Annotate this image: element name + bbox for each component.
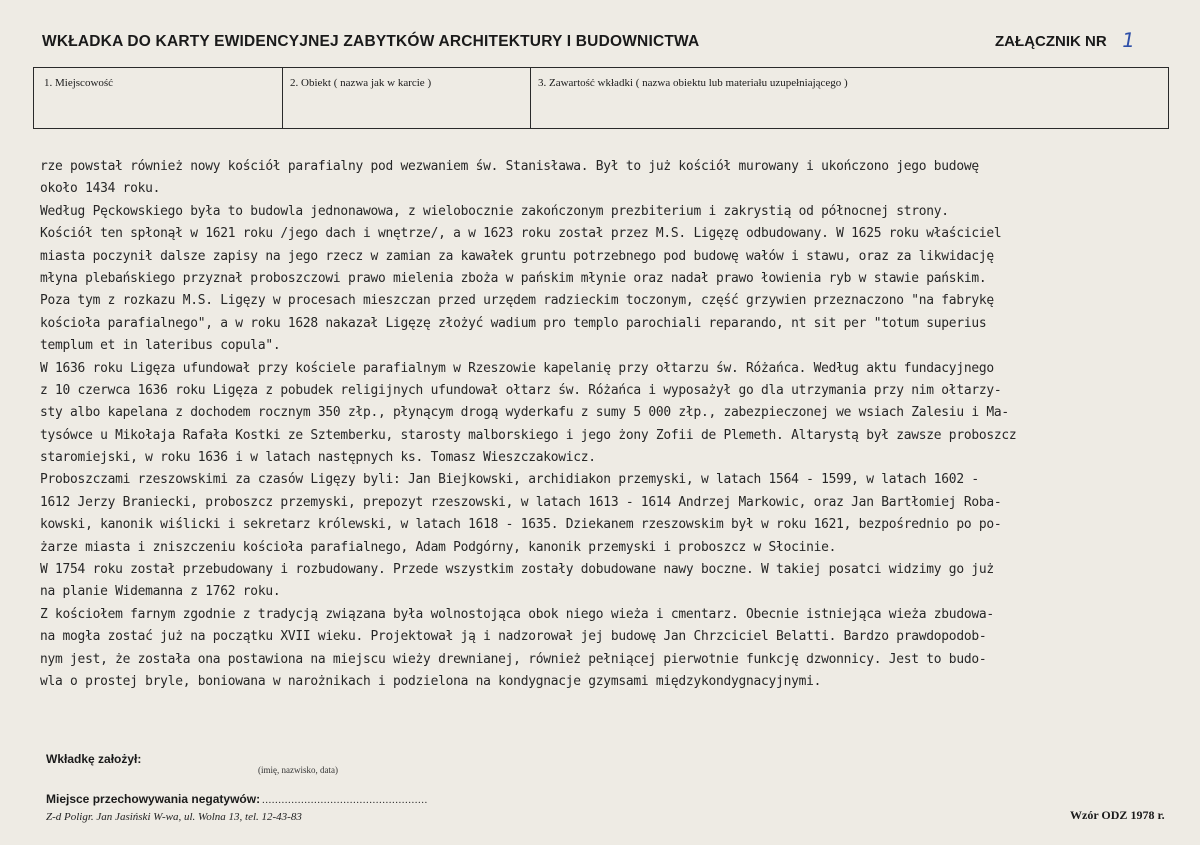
body-line: Proboszczami rzeszowskimi za czasów Ligęzy byli: Jan Biejkowski, archidiakon przemyski, w latach 1564 - 1599, w latach 1602 -: [40, 472, 979, 488]
body-line: Według Pęckowskiego była to budowla jednonawowa, z wielobocznie zakończonym prezbiterium i zakrystią od północnej strony.: [40, 203, 949, 219]
attachment-number: 1: [1119, 28, 1137, 52]
body-line: wla o prostej bryle, boniowana w narożnikach i podzielona na kondygnacje gzymsami międzykondygnacyjnymi.: [40, 673, 822, 689]
body-line: około 1434 roku.: [40, 181, 161, 197]
field-label-zawartosc: 3. Zawartość wkładki ( nazwa obiektu lub materiału uzupełniającego ): [538, 77, 848, 89]
body-line: templum et in lateribus copula".: [40, 338, 281, 354]
field-label-miejscowosc: 1. Miejscowość: [44, 77, 114, 89]
grid-divider-2: [530, 67, 531, 129]
body-line: Z kościołem farnym zgodnie z tradycją związana była wolnostojąca obok niego wieża i cmentarz. Obecnie istniejąca wieża zbudowa-: [40, 606, 994, 622]
body-line: miasta poczynił dalsze zapisy na jego rzecz w zamian za kawałek gruntu potrzebnego pod budowę wałów i stawu, oraz za likwidację: [40, 248, 994, 264]
body-line: z 10 czerwca 1636 roku Ligęza z pobudek religijnych ufundował ołtarz św. Różańca i wyposażył go dla utrzymania przy nim ołtarzy-: [40, 382, 1002, 398]
card-title: WKŁADKA DO KARTY EWIDENCYJNEJ ZABYTKÓW ARCHITEKTURY I BUDOWNICTWA: [42, 33, 700, 50]
body-line: Poza tym z rozkazu M.S. Ligęzy w procesach mieszczan przed urzędem radzieckim toczonym, część grzywien przeznaczono "na fabrykę: [40, 293, 994, 309]
grid-divider-1: [282, 67, 283, 129]
body-line: żarze miasta i zniszczeniu kościoła parafialnego, Adam Podgórny, kanonik przemyski i proboszcz w Słocinie.: [40, 539, 837, 555]
negatives-label: Miejsce przechowywania negatywów:: [46, 792, 261, 806]
body-line: W 1754 roku został przebudowany i rozbudowany. Przede wszystkim zostały dobudowane nawy boczne. W takiej posatci widzimy go już: [40, 562, 994, 578]
printer-imprint: Z-d Poligr. Jan Jasiński W-wa, ul. Wolna 13, tel. 12-43-83: [46, 811, 302, 823]
negatives-dots: ...................................................: [262, 794, 428, 806]
attachment-label: ZAŁĄCZNIK NR: [995, 33, 1107, 50]
prepared-by-label: Wkładkę założył:: [46, 752, 142, 766]
body-line: nym jest, że została ona postawiona na miejscu wieży drewnianej, również pełniącej pierwotnie funkcję dzwonnicy. Jest to budo-: [40, 651, 987, 667]
body-line: kowski, kanonik wiślicki i sekretarz królewski, w latach 1618 - 1635. Dziekanem rzeszowskim był w roku 1621, bezpośrednio po po-: [40, 517, 1002, 533]
form-model: Wzór ODZ 1978 r.: [1070, 808, 1165, 822]
body-line: sty albo kapelana z dochodem rocznym 350 złp., płynącym drogą wyderkafu z sumy 5 000 złp., zabezpieczonej we wsiach Zalesiu i Ma-: [40, 405, 1009, 421]
typewritten-body: [40, 156, 1200, 693]
grid-left-line: [33, 67, 34, 129]
grid-right-line: [1168, 67, 1169, 129]
body-line: tysówce u Mikołaja Rafała Kostki ze Sztemberku, starosty malborskiego i jego żony Zofii de Plemeth. Altarystą był zawsze proboszcz: [40, 427, 1017, 443]
body-line: na mogła zostać już na początku XVII wieku. Projektował ją i nadzorował jej budowę Jan Chrzciciel Belatti. Bardzo prawdopodob-: [40, 629, 987, 645]
body-line: kościoła parafialnego", a w roku 1628 nakazał Ligęzę złożyć wadium pro templo parochiali reparando, nt sit per "totum superius: [40, 315, 987, 331]
body-line: młyna plebańskiego przyznał proboszczowi prawo mielenia zboża w pańskim młynie oraz nadał prawo łowienia ryb w stawie pańskim.: [40, 270, 987, 286]
grid-top-line: [33, 67, 1168, 68]
grid-bottom-line: [33, 128, 1168, 129]
body-line: rze powstał również nowy kościół parafialny pod wezwaniem św. Stanisława. Był to już kościół murowany i ukończono jego budowę: [40, 159, 979, 174]
body-line: staromiejski, w roku 1636 i w latach następnych ks. Tomasz Wieszczakowicz.: [40, 450, 596, 466]
body-line: 1612 Jerzy Braniecki, proboszcz przemyski, prepozyt rzeszowski, w latach 1613 - 1614 Andrzej Markowic, oraz Jan Bartłomiej Roba-: [40, 494, 1002, 510]
body-line: W 1636 roku Ligęza ufundował przy kościele parafialnym w Rzeszowie kapelanię przy ołtarzu św. Różańca. Według aktu fundacyjnego: [40, 360, 994, 376]
prepared-by-hint: (imię, nazwisko, data): [258, 765, 338, 775]
body-line: na planie Widemanna z 1762 roku.: [40, 584, 281, 600]
body-line: Kościół ten spłonął w 1621 roku /jego dach i wnętrze/, a w 1623 roku został przez M.S. Ligęzę odbudowany. W 1625 roku właściciel: [40, 226, 1002, 242]
field-label-obiekt: 2. Obiekt ( nazwa jak w karcie ): [290, 77, 432, 89]
